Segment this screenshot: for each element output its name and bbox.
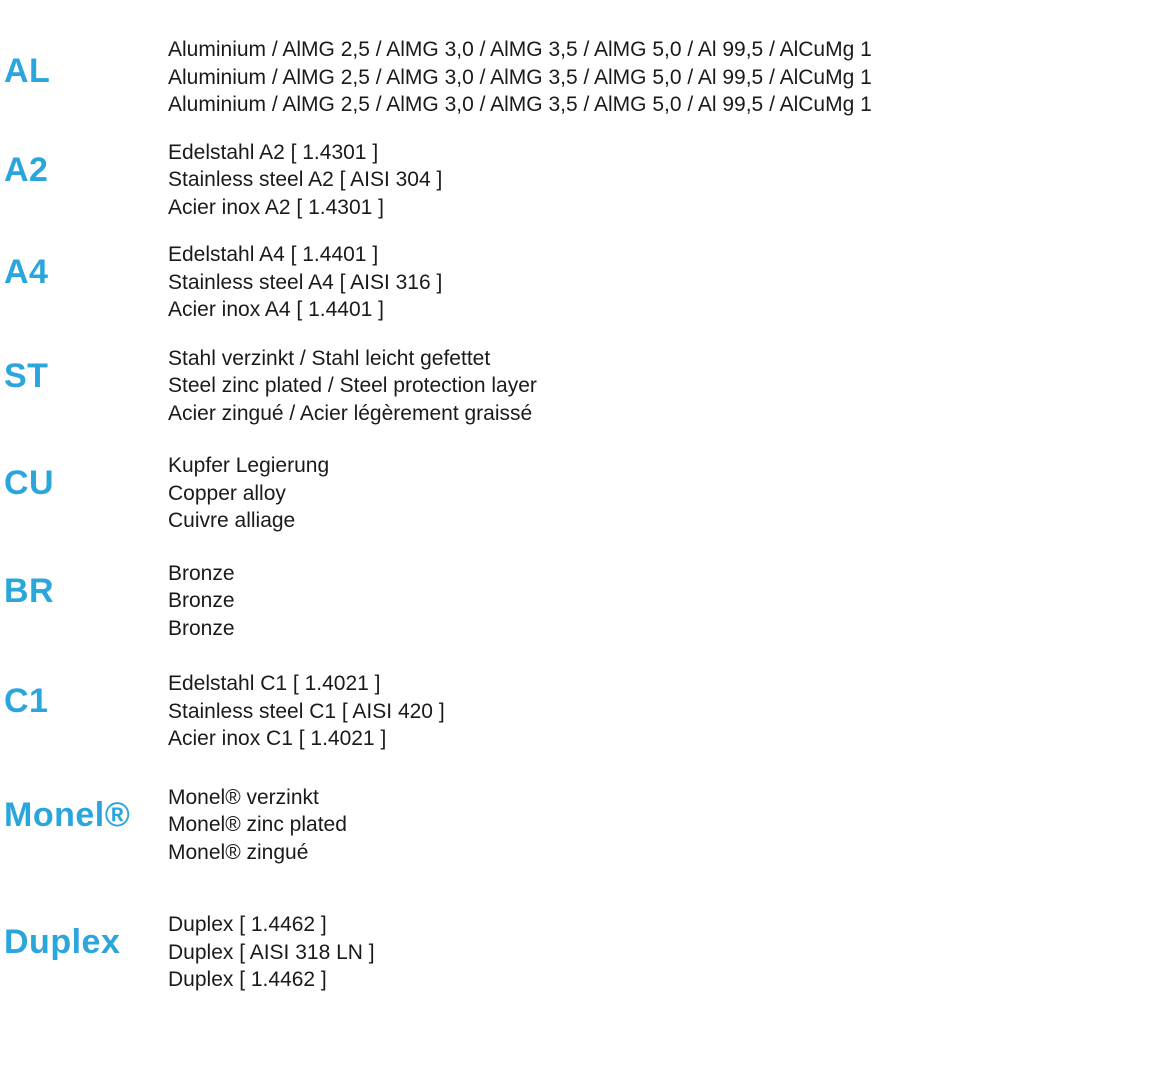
legend-code-cell: [0, 925, 168, 959]
legend-description-cell: [168, 345, 1160, 428]
legend-description-cell: [168, 911, 1160, 994]
description-line-fr: Cuivre alliage: [168, 509, 296, 532]
description-line-de: Duplex [ 1.4462 ]: [168, 913, 327, 936]
description-line-de: Stahl verzinkt / Stahl leicht gefettet: [168, 346, 491, 370]
legend-code-cell: [0, 255, 168, 289]
legend-row-c1: [0, 670, 1160, 753]
description-line-en: Stainless steel A2 [ AISI 304 ]: [168, 168, 443, 191]
description-line-en: Stainless steel C1 [ AISI 420 ]: [168, 699, 445, 723]
description-line-en: Duplex [ AISI 318 LN ]: [168, 940, 375, 964]
legend-description-cell: [168, 139, 1160, 222]
description-line-fr: Acier inox A2 [ 1.4301 ]: [168, 195, 384, 219]
legend-code-cell: [0, 571, 168, 610]
material-code: ST: [4, 356, 49, 395]
legend-code-cell: [0, 466, 168, 500]
legend-row-a2: [0, 139, 1160, 222]
legend-description-cell: [168, 560, 1160, 643]
legend-code-cell: [0, 54, 168, 88]
description-line-en: Steel zinc plated / Steel protection layer: [168, 374, 537, 397]
description-line-de: Edelstahl A2 [ 1.4301 ]: [168, 140, 379, 164]
legend-code-cell: [0, 356, 168, 395]
description-line-fr: Duplex [ 1.4462 ]: [168, 968, 327, 991]
legend-row-st: [0, 345, 1160, 428]
description-line-de: Edelstahl A4 [ 1.4401 ]: [168, 243, 379, 266]
legend-description-cell: [168, 241, 1160, 324]
material-code: CU: [4, 464, 55, 502]
description-line-fr: Monel® zingué: [168, 840, 309, 864]
material-code: BR: [4, 571, 55, 610]
description-line-en: Copper alloy: [168, 481, 286, 505]
description-line-de: Edelstahl C1 [ 1.4021 ]: [168, 672, 381, 695]
description-line-en: Aluminium / AlMG 2,5 / AlMG 3,0 / AlMG 3,5 / AlMG 5,0 / Al 99,5 / AlCuMg 1: [168, 65, 872, 89]
description-line-en: Stainless steel A4 [ AISI 316 ]: [168, 270, 443, 294]
legend-description-cell: [168, 670, 1160, 753]
legend-code-cell: [0, 795, 168, 834]
description-line-fr: Aluminium / AlMG 2,5 / AlMG 3,0 / AlMG 3,5 / AlMG 5,0 / Al 99,5 / AlCuMg 1: [168, 93, 872, 116]
material-code: AL: [4, 52, 51, 90]
legend-code-cell: [0, 684, 168, 718]
description-line-de: Kupfer Legierung: [168, 454, 330, 477]
legend-description-cell: [168, 784, 1160, 867]
description-line-en: Bronze: [168, 589, 235, 612]
legend-row-br: [0, 560, 1160, 643]
description-line-fr: Acier inox C1 [ 1.4021 ]: [168, 727, 387, 750]
legend-description-cell: [168, 36, 1160, 119]
description-line-de: Bronze: [168, 561, 235, 585]
legend-row-cu: [0, 452, 1160, 535]
description-line-fr: Bronze: [168, 616, 235, 640]
material-code: A2: [4, 150, 49, 189]
description-line-de: Aluminium / AlMG 2,5 / AlMG 3,0 / AlMG 3,5 / AlMG 5,0 / Al 99,5 / AlCuMg 1: [168, 38, 872, 61]
legend-row-monel: [0, 784, 1160, 867]
material-code: Monel®: [4, 795, 131, 834]
legend-description-cell: [168, 452, 1160, 535]
legend-row-a4: [0, 241, 1160, 324]
description-line-en: Monel® zinc plated: [168, 813, 347, 836]
material-code: Duplex: [4, 923, 121, 961]
description-line-de: Monel® verzinkt: [168, 785, 319, 809]
material-code: C1: [4, 682, 49, 720]
description-line-fr: Acier inox A4 [ 1.4401 ]: [168, 298, 384, 321]
description-line-fr: Acier zingué / Acier légèrement graissé: [168, 401, 533, 425]
legend-row-duplex: [0, 911, 1160, 994]
legend-code-cell: [0, 150, 168, 189]
legend-row-al: [0, 36, 1160, 119]
material-code: A4: [4, 253, 49, 291]
